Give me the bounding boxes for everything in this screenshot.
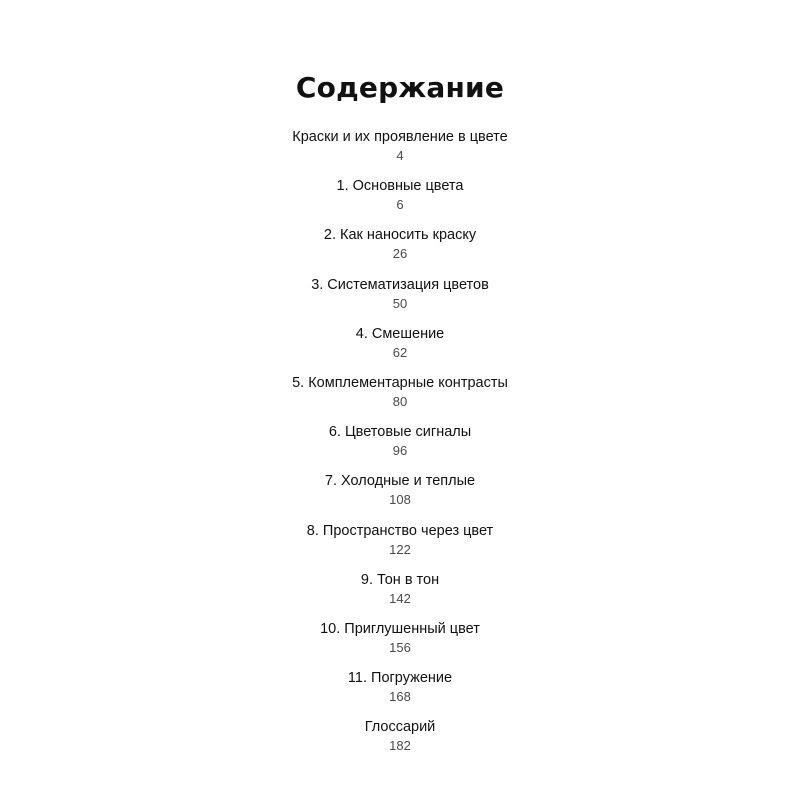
toc-entry-page-number: 96 — [392, 443, 408, 459]
toc-list — [0, 127, 800, 766]
toc-entry[interactable] — [0, 373, 800, 422]
toc-entry[interactable] — [0, 422, 800, 471]
toc-entry-page-number: 6 — [396, 197, 404, 213]
toc-entry-page-number: 182 — [389, 738, 411, 754]
toc-entry[interactable] — [0, 127, 800, 176]
toc-entry[interactable] — [0, 324, 800, 373]
toc-entry-title: 8. Пространство через цвет — [306, 522, 494, 539]
toc-entry[interactable] — [0, 471, 800, 520]
toc-entry-page-number: 156 — [389, 639, 411, 655]
toc-entry-page-number: 142 — [389, 590, 411, 606]
toc-entry[interactable] — [0, 176, 800, 225]
toc-entry-title: Глоссарий — [364, 719, 436, 736]
toc-entry-title: 9. Тон в тон — [360, 571, 440, 588]
toc-entry[interactable] — [0, 570, 800, 619]
toc-entry[interactable] — [0, 521, 800, 570]
toc-entry[interactable] — [0, 668, 800, 717]
toc-entry-title: 1. Основные цвета — [336, 178, 464, 195]
toc-entry-page-number: 4 — [396, 148, 404, 163]
toc-entry-page-number: 122 — [389, 541, 411, 557]
toc-entry-page-number: 80 — [392, 393, 408, 409]
toc-entry[interactable] — [0, 225, 800, 274]
toc-entry-title: 3. Систематизация цветов — [311, 276, 489, 293]
toc-entry[interactable] — [0, 619, 800, 668]
toc-entry-page-number: 26 — [392, 246, 408, 262]
toc-entry-title: 7. Холодные и теплые — [324, 473, 476, 490]
toc-entry[interactable] — [0, 717, 800, 766]
toc-entry[interactable] — [0, 275, 800, 324]
toc-entry-page-number: 168 — [389, 689, 411, 705]
page-title: Содержание — [295, 71, 505, 104]
toc-entry-title: 2. Как наносить краску — [323, 227, 477, 244]
toc-entry-title: 6. Цветовые сигналы — [328, 424, 472, 441]
toc-entry-title: Краски и их проявление в цвете — [292, 129, 508, 145]
toc-entry-page-number: 62 — [392, 344, 408, 360]
toc-entry-page-number: 50 — [392, 295, 408, 311]
toc-entry-title: 11. Погружение — [347, 670, 453, 687]
toc-entry-title: 10. Приглушенный цвет — [320, 620, 480, 637]
toc-entry-page-number: 108 — [389, 492, 411, 508]
toc-entry-title: 5. Комплементарные контрасты — [292, 374, 508, 391]
toc-entry-title: 4. Смешение — [355, 325, 445, 342]
